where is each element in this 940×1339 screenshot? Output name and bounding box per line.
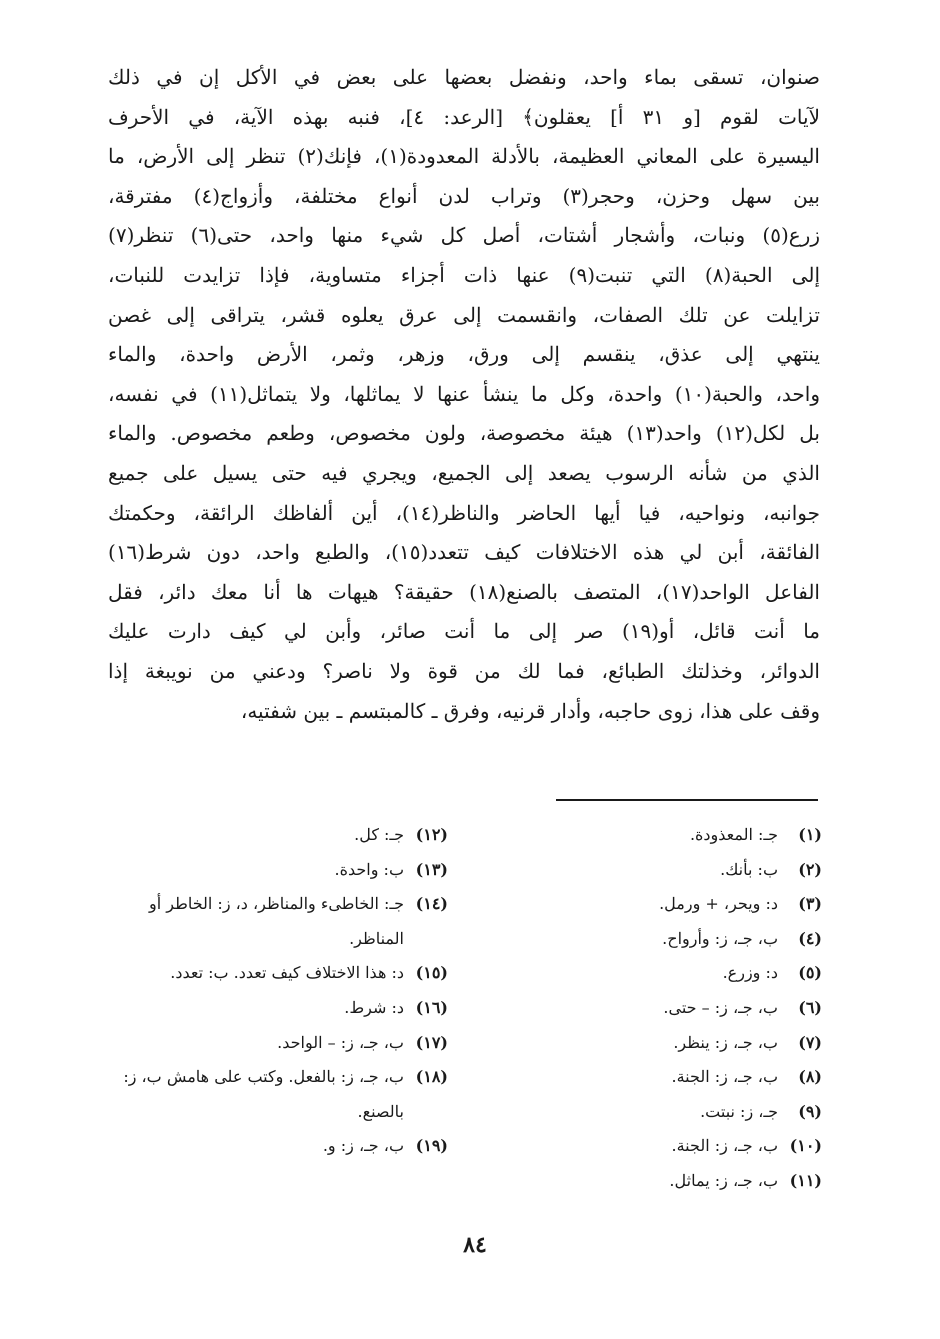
footnote: [118, 991, 448, 1026]
footnote-text: ب، جـ، ز: الجنة.: [671, 1067, 778, 1087]
footnote-number: (١٧): [415, 1032, 448, 1052]
text-line: زرع(٥) ونبات، وأشجار أشتات، أصل كل شيء منها واحد، حتى(٦) تنظر(٧): [108, 223, 820, 248]
footnote: [590, 956, 822, 991]
text-line: الذي من شأنه الرسوب يصعد إلى الجميع، ويجري فيه حتى يسيل على جميع: [108, 460, 820, 485]
footnote-number: (٤): [798, 928, 822, 948]
footnote: [590, 818, 822, 853]
footnote: [118, 887, 448, 956]
footnote-text: جـ: كل.: [354, 825, 404, 844]
footnote: [118, 818, 448, 853]
footnote-number: (٣): [798, 894, 822, 914]
text-line: بين سهل وحزن، وحجر(٣) وتراب لدن أنواع مختلفة، وأزواج(٤) مفترقة،: [108, 183, 820, 208]
footnote-number: (٥): [798, 963, 822, 983]
footnotes-left-column: [118, 818, 448, 1164]
footnote-text: د: هذا الاختلاف كيف تعدد. ب: تعدد.: [170, 963, 404, 983]
footnote: [590, 1095, 822, 1130]
text-line: الدوائر، وخذلتك الطبائع، فما لك من قوة ولا ناصر؟ ودعني من نويبغة إذا: [108, 658, 820, 683]
footnote-text: جـ: المعذودة.: [689, 825, 778, 844]
footnote-number: (١٢): [415, 825, 448, 844]
text-line: لآيات لقوم [و ٣١ أ] يعقلون﴾ [الرعد: ٤]، فنبه بهذه الآية، في الأحرف: [108, 104, 820, 129]
text-line: جوانبه، ونواحيه، فيا أيها الحاضر والناظر(١٤)، أين ألفاظك الرائقة، وحكمتك: [108, 500, 820, 525]
footnote-number: (٩): [798, 1101, 822, 1121]
footnote-number: (٨): [798, 1067, 822, 1087]
footnote: [590, 922, 822, 957]
text-line: بل لكل(١٢) واحد(١٣) هيئة مخصوصة، ولون مخصوص، وطعم مخصوص. والماء: [108, 421, 820, 446]
footnote: [118, 1060, 448, 1129]
footnote: [590, 1026, 822, 1061]
footnote: [590, 1164, 822, 1199]
footnote: [118, 956, 448, 991]
footnote: [118, 1026, 448, 1061]
footnote: [590, 1060, 822, 1095]
footnote-number: (١٤): [415, 894, 448, 914]
footnote-text: ب، جـ، ز: ينظر.: [673, 1032, 778, 1052]
text-line: ينتهي إلى عذق، ينقسم إلى ورق، وزهر، وثمر، الأرض واحدة، والماء: [108, 342, 820, 367]
text-line: تزايلت عن تلك الصفات، وانقسمت إلى عرق يعلوه قشر، يتراقى إلى غصن: [108, 302, 820, 327]
footnote-text: ب، جـ، ز: و.: [322, 1136, 404, 1156]
page-number: ٨٤: [463, 1232, 487, 1258]
footnote-text: ب، جـ، ز: وأرواح.: [662, 928, 778, 948]
footnote-divider: [556, 799, 818, 801]
footnote-number: (١٩): [415, 1136, 448, 1156]
footnote-number: (١٥): [415, 963, 448, 983]
text-line: الفائقة، أبن لي هذه الاختلافات كيف تتعدد(١٥)، والطبع واحد، دون شرط(١٦): [108, 540, 820, 565]
footnote-text: جـ: الخاطىء والمناظر، د، ز: الخاطر أو المناظر.: [149, 894, 404, 948]
footnote-number: (١٠): [789, 1136, 822, 1156]
footnote: [118, 1129, 448, 1164]
text-line: ما أنت قائل، أو(١٩) صر إلى ما أنت صائر، وأبن لي كيف دارت عليك: [108, 619, 820, 644]
footnote-number: (٧): [798, 1032, 822, 1052]
footnote-text: ب: واحدة.: [334, 859, 404, 879]
footnote-text: ب، جـ، ز: – حتى.: [663, 997, 778, 1017]
footnote-text: جـ، ز: نبتت.: [700, 1101, 778, 1121]
footnote-text: ب، جـ، ز: بالفعل. وكتب على هامش ب، ز: بالصنع.: [123, 1067, 404, 1121]
footnote-text: ب، جـ، ز: الجنة.: [671, 1136, 778, 1156]
footnote-text: ب: بأنك.: [720, 859, 778, 879]
footnote-number: (١١): [789, 1170, 822, 1190]
text-line: واحد، والحبة(١٠) واحدة، وكل ما ينشأ عنها لا يماثلها، ولا يتماثل(١١) في نفسه،: [108, 381, 820, 406]
footnote-number: (١٣): [415, 859, 448, 879]
footnote-text: د: وزرع.: [722, 963, 778, 983]
footnote-number: (٢): [798, 859, 822, 879]
footnote-text: ب، جـ، ز: – الواحد.: [277, 1032, 404, 1052]
footnote: [590, 853, 822, 888]
footnote-number: (١٨): [415, 1067, 448, 1087]
footnote-number: (١٦): [415, 997, 448, 1017]
text-line: وقف على هذا، زوى حاجبه، وأدار قرنيه، وفرق ـ كالمبتسم ـ بين شفتيه،: [240, 698, 820, 723]
footnote-text: د: ويحر، + ورمل.: [659, 894, 778, 914]
footnote: [590, 1129, 822, 1164]
footnote-number: (٦): [798, 997, 822, 1017]
footnote-number: (١): [798, 825, 822, 844]
footnotes-right-column: [590, 818, 822, 1199]
text-line: صنوان، تسقى بماء واحد، ونفضل بعضها على بعض في الأكل إن في ذلك: [108, 65, 820, 89]
text-line: اليسيرة على المعاني العظيمة، بالأدلة المعدودة(١)، فإنك(٢) تنظر إلى الأرض، ما: [108, 144, 820, 169]
text-line: إلى الحبة(٨) التي تنبت(٩) عنها ذات أجزاء متساوية، فإذا تزايدت للنبات،: [108, 262, 820, 287]
text-line: الفاعل الواحد(١٧)، المتصف بالصنع(١٨) حقيقة؟ هيهات ها أنا معك دائر، فقل: [108, 579, 820, 604]
footnote: [118, 853, 448, 888]
main-text-body: [108, 58, 820, 731]
footnote-text: د: شرط.: [344, 997, 404, 1017]
footnote-text: ب، جـ، ز: يماثل.: [669, 1170, 778, 1190]
footnote: [590, 991, 822, 1026]
footnote: [590, 887, 822, 922]
